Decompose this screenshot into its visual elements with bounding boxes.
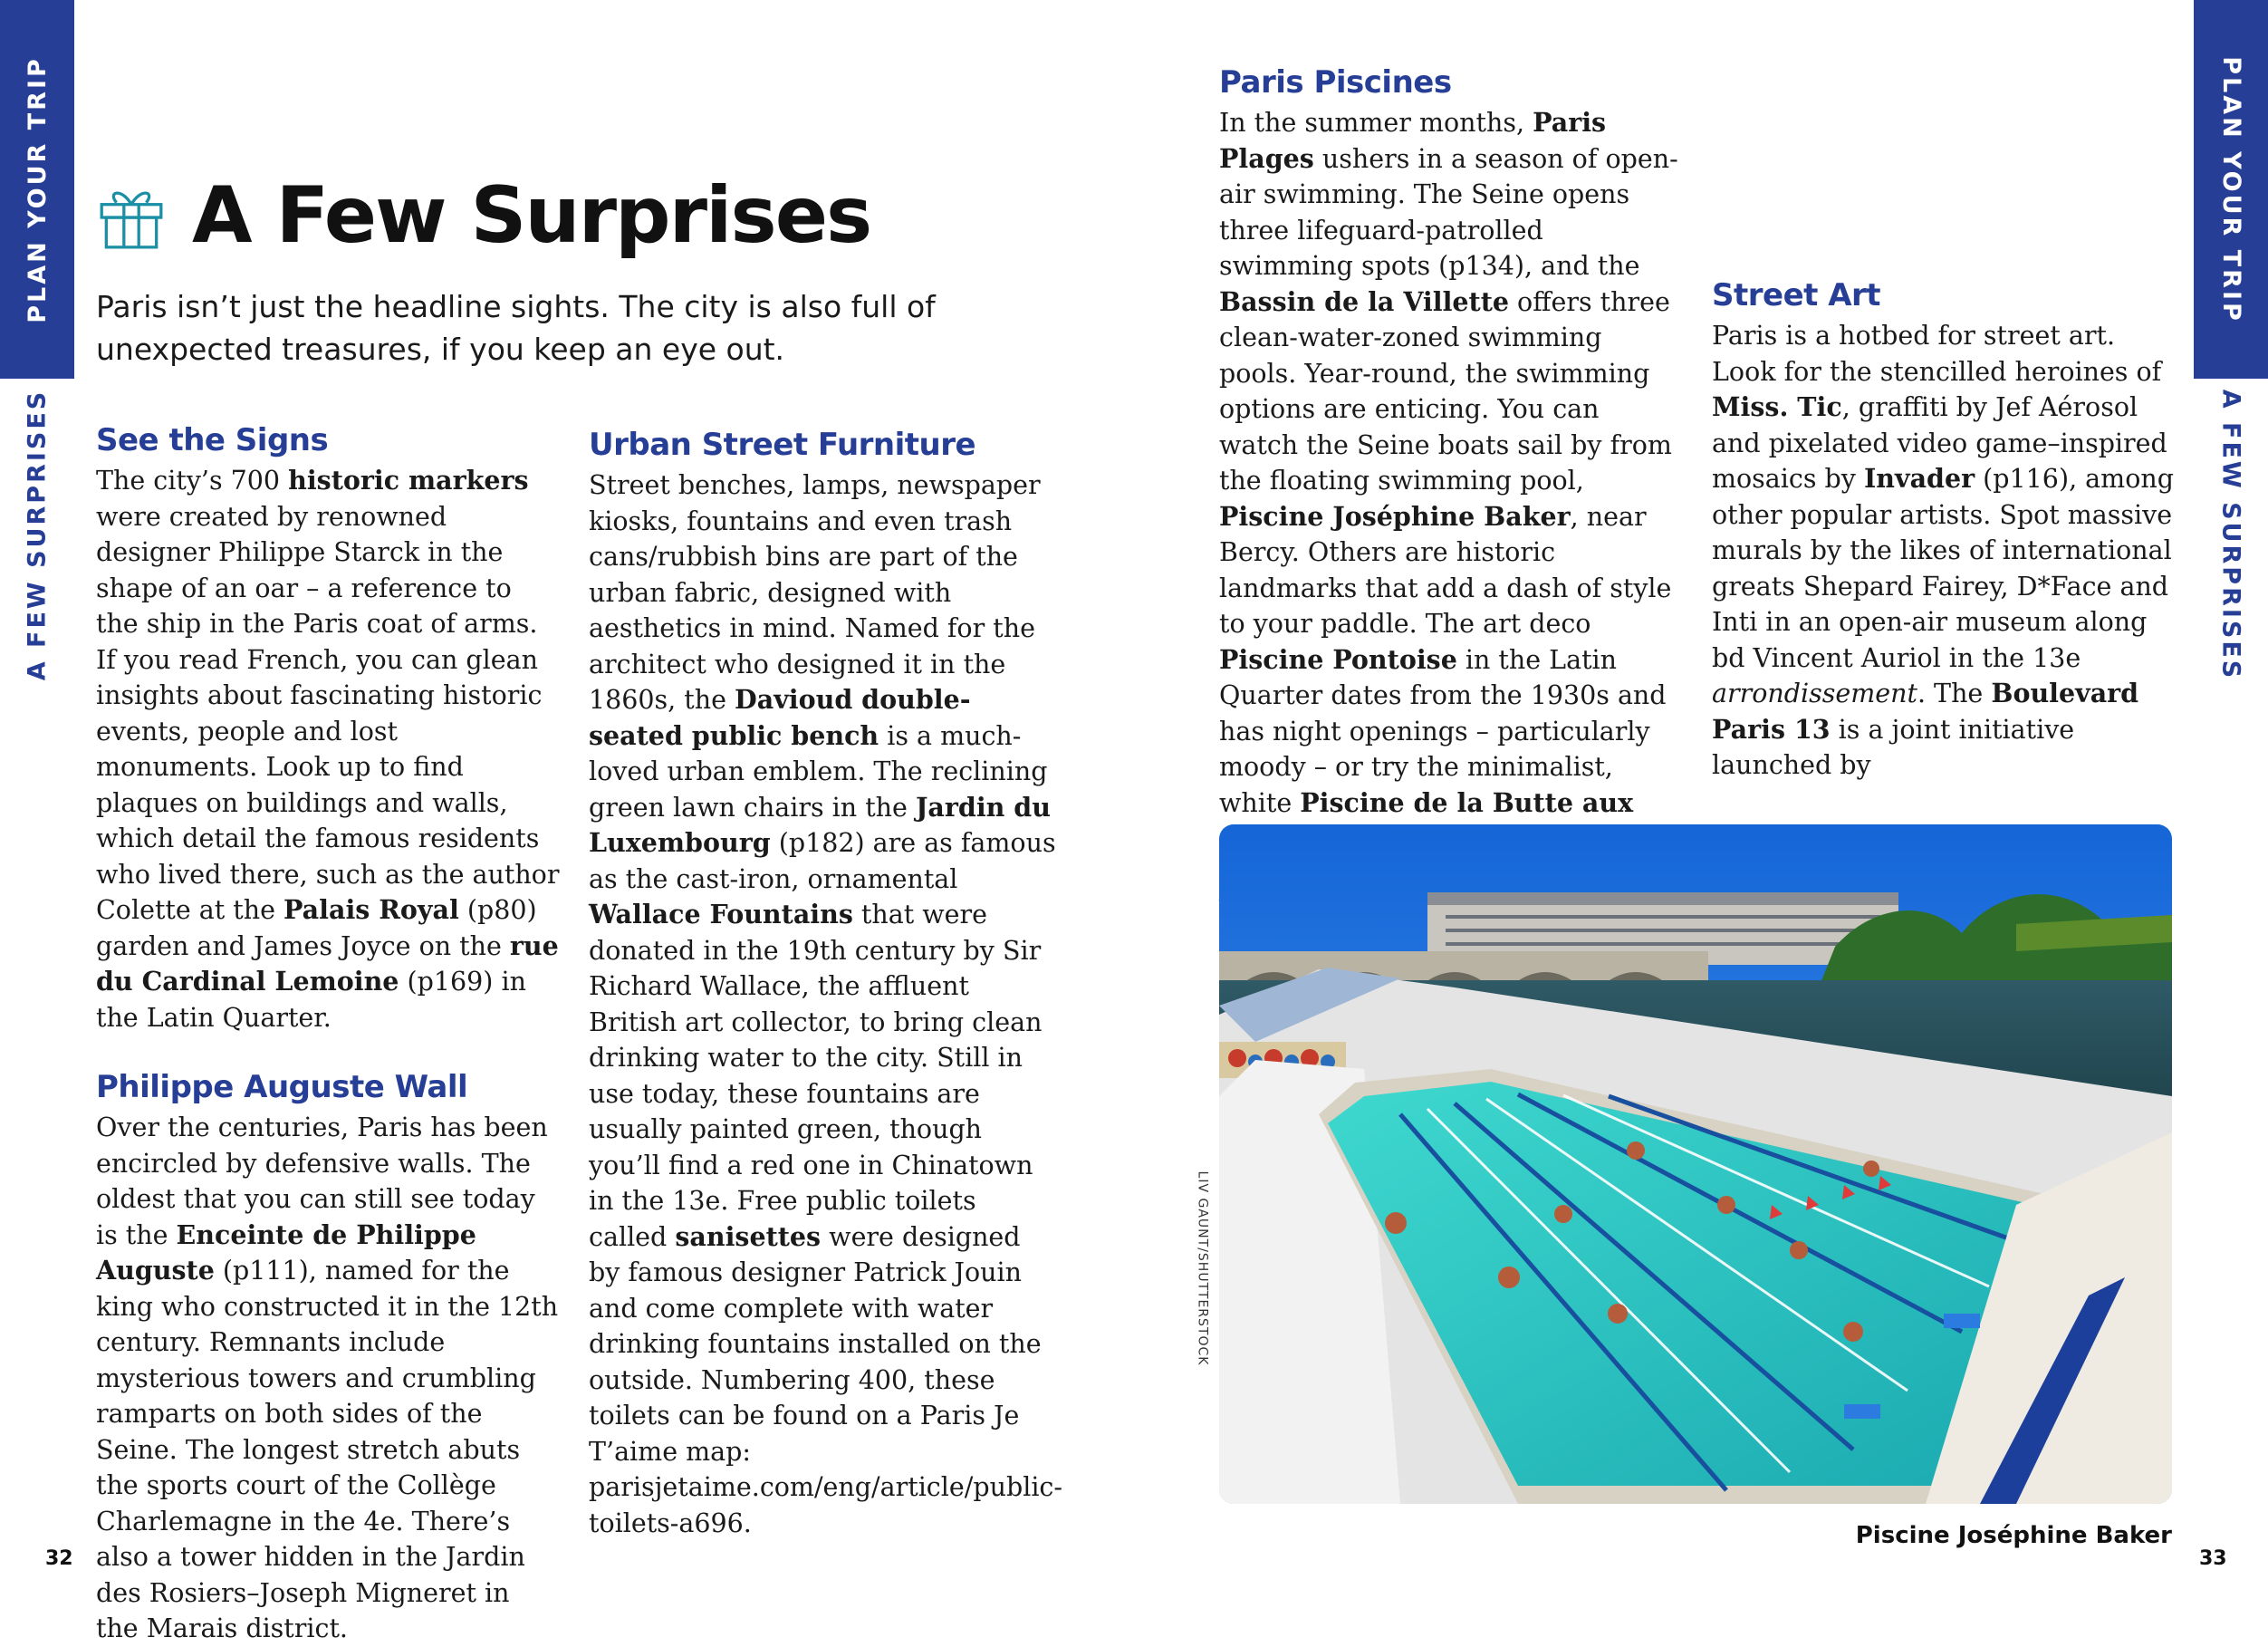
street-art-text: Paris is a hotbed for street art. Look for the stencilled heroines of Miss. Tic, graffiti by Jef Aérosol and pixelated video game–inspired mosaics by Invader (p116), among other popular artists. Spot massive murals by the likes of international greats Shepard Fairey, D*Face and Inti in an open-air museum along bd Vincent Auriol in the 13e arrondissement. The Boulevard Paris 13 is a joint initiative launched by	[1712, 321, 2174, 780]
paris-piscines-text: In the summer months, Paris Plages ushers in a season of open-air swimming. The Seine opens three lifeguard-patrolled swimming spots (p134), and the Bassin de la Villette offers three clean-water-zoned swimming pools. Year-round, the swimming options are enticing. You can watch the Seine boats sail by from the floating swimming pool, Piscine Joséphine Baker, near Bercy. Others are historic landmarks that add a dash of style to your paddle. The art deco Piscine Pontoise in the Latin Quarter dates from the 1930s and has night openings – particularly moody – or try the minimalist, white Piscine de la Butte aux	[1219, 107, 1678, 818]
section-heading-urban-street-furniture: Urban Street Furniture	[589, 427, 976, 463]
gift-icon	[94, 178, 168, 253]
section-label-text: A FEW SURPRISES	[2216, 389, 2245, 680]
section-heading-paris-piscines: Paris Piscines	[1219, 64, 1452, 101]
photo-caption: Piscine Joséphine Baker	[1855, 1522, 2172, 1549]
see-the-signs-text: The city’s 700 historic markers were created by renowned designer Philippe Starck in the shape of an oar – a reference to the ship in the Paris coat of arms. If you read French, you can glean insights about fascinating historic events, people and lost monuments. Look up to find plaques on buildings and walls, which detail the famous residents who lived there, such as the author Colette at the Palais Royal (p80) garden and James Joyce on the rue du Cardinal Lemoine (p169) in the Latin Quarter.	[96, 465, 560, 1033]
pool-photo	[1219, 824, 2172, 1504]
pool-illustration	[1219, 824, 2172, 1504]
column-2	[589, 426, 1063, 1541]
page-title: A Few Surprises	[192, 170, 871, 261]
title-row	[94, 170, 870, 261]
column-1	[96, 421, 560, 1647]
tab-label: PLAN YOUR TRIP	[23, 55, 52, 323]
section-label-right	[2194, 389, 2268, 680]
column-4	[1712, 276, 2174, 784]
plan-your-trip-tab-left	[0, 0, 74, 379]
philippe-auguste-wall-text: Over the centuries, Paris has been encircled by defensive walls. The oldest that you can still see today is the Enceinte de Philippe Auguste (p111), named for the king who constructed it in the 12th century. Remnants include mysterious towers and crumbling ramparts on both sides of the Seine. The longest stretch abuts the sports court of the Collège Charlemagne in the 4e. There’s also a tower hidden in the Jardin des Rosiers–Joseph Migneret in the Marais district.	[96, 1112, 559, 1643]
section-heading-see-the-signs: See the Signs	[96, 422, 329, 458]
tab-label: PLAN YOUR TRIP	[2216, 55, 2245, 323]
photo-credit: LIV GAUNT/SHUTTERSTOCK	[1195, 1170, 1210, 1366]
page-number-left: 32	[45, 1547, 73, 1570]
plan-your-trip-tab-right	[2194, 0, 2268, 379]
intro-text: Paris isn’t just the headline sights. The city is also full of unexpected treasures, if you keep an eye out.	[96, 289, 936, 367]
section-heading-philippe-auguste-wall: Philippe Auguste Wall	[96, 1069, 468, 1105]
page-number-right: 33	[2199, 1547, 2227, 1570]
urban-street-furniture-text: Street benches, lamps, newspaper kiosks, fountains and even trash cans/rubbish bins are part of the urban fabric, designed with aesthetics in mind. Named for the architect who designed it in the 1860s, the Davioud double-seated public bench is a much-loved urban emblem. The reclining green lawn chairs in the Jardin du Luxembourg (p182) are as famous as the cast-iron, ornamental Wallace Fountains that were donated in the 19th century by Sir Richard Wallace, the affluent British art collector, to bring clean drinking water to the city. Still in use today, these fountains are usually painted green, though you’ll find a red one in Chinatown in the 13e. Free public toilets called sanisettes were designed by famous designer Patrick Jouin and come complete with water drinking fountains installed on the outside. Numbering 400, these toilets can be found on a Paris Je T’aime map: parisjetaime.com/eng/article/public-toilets-a696.	[589, 470, 1063, 1538]
section-label-text: A FEW SURPRISES	[23, 389, 52, 680]
section-label-left	[0, 389, 74, 680]
section-heading-street-art: Street Art	[1712, 277, 1881, 313]
